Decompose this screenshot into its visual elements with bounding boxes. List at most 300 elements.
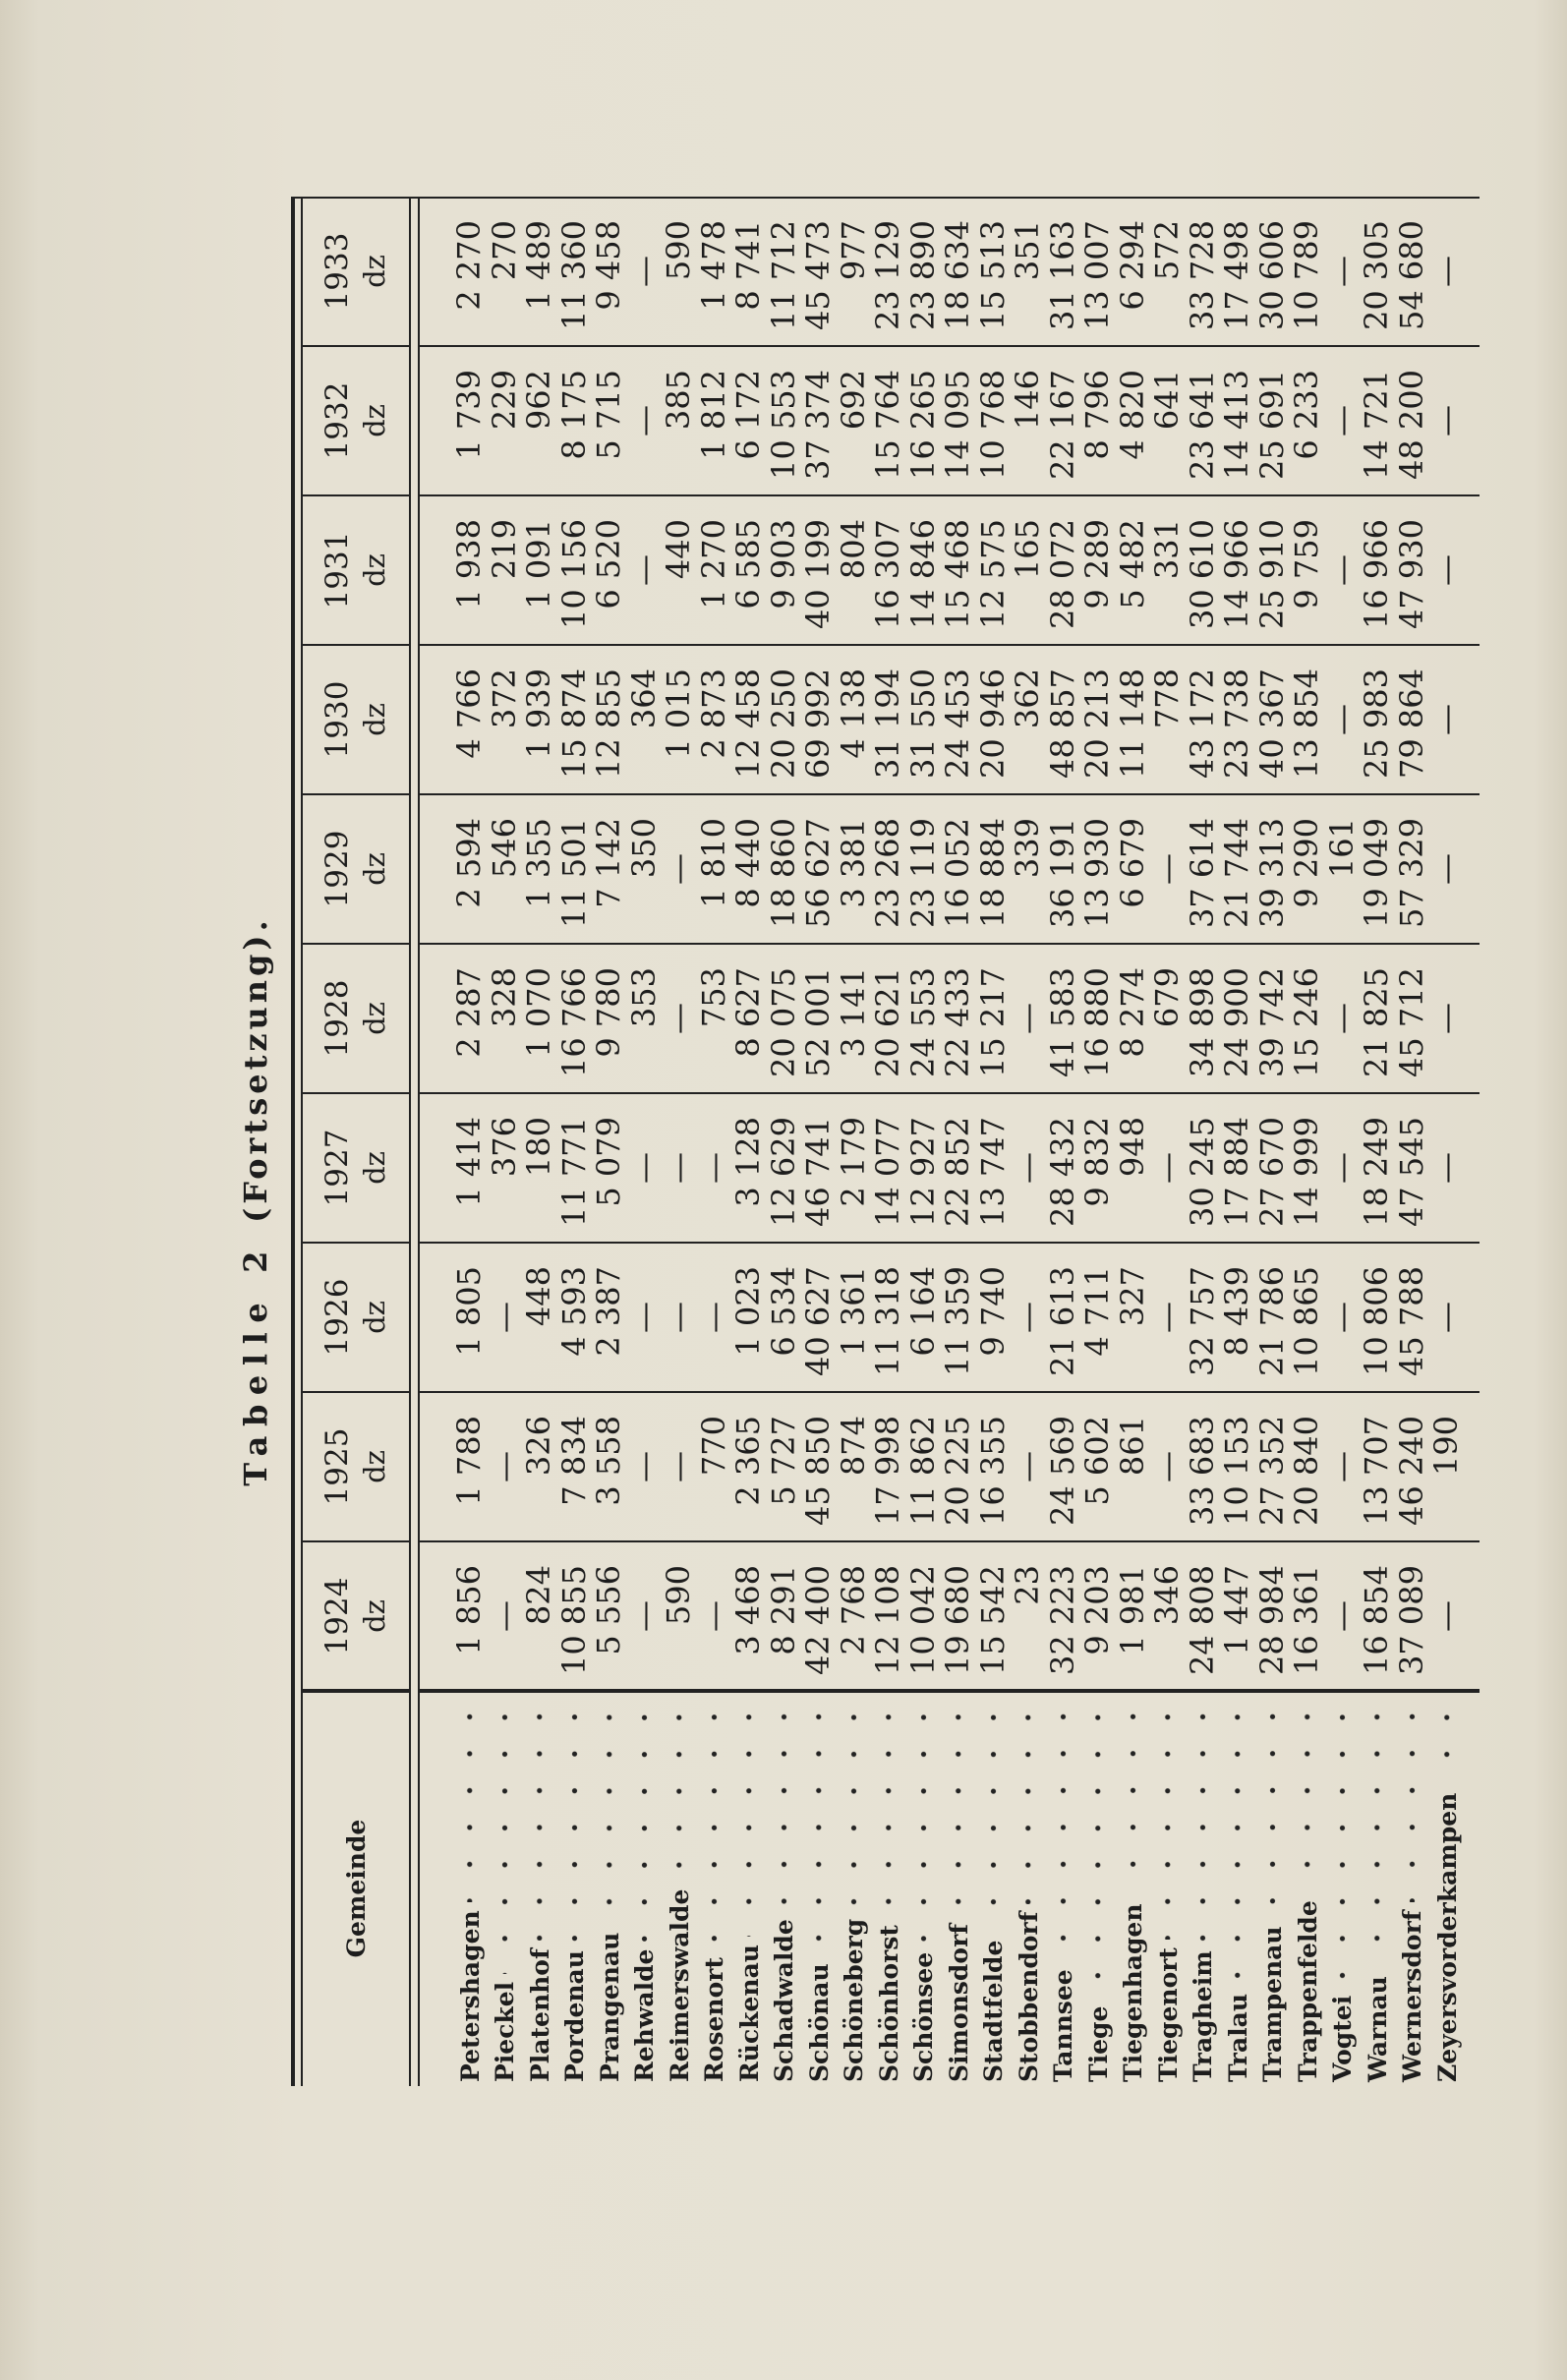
table-cell: 4 138: [834, 668, 872, 759]
table-cell: 30 610: [1183, 519, 1221, 629]
table-cell: 33 683: [1183, 1416, 1221, 1526]
table-cell: 12 108: [869, 1565, 907, 1675]
table-cell: —: [694, 1152, 732, 1184]
dot-leader: [1011, 1699, 1046, 1904]
table-cell: —: [1148, 1451, 1187, 1482]
gemeinde-name: Rehwalde: [630, 1948, 659, 2082]
table-cell: 778: [1148, 668, 1187, 729]
table-cell: 20 075: [764, 967, 802, 1077]
table-cell: —: [1322, 704, 1361, 735]
dot-leader: [1046, 1699, 1081, 1961]
table-cell: 45 473: [799, 220, 838, 330]
table-cell: 8 627: [729, 967, 768, 1058]
dot-leader: [1150, 1699, 1186, 1940]
table-cell: 326: [520, 1416, 558, 1477]
table-cell: 37 614: [1183, 818, 1221, 928]
table-row: [1150, 197, 1186, 2086]
table-cell: 13 007: [1078, 220, 1117, 330]
table-cell: 448: [520, 1266, 558, 1327]
table-cell: 590: [660, 220, 698, 281]
dot-leader: [488, 1699, 523, 1974]
table-cell: 12 575: [973, 519, 1012, 629]
column-unit: dz: [358, 1450, 391, 1483]
table-cell: 9 290: [1288, 818, 1326, 908]
table-cell: 8 175: [554, 370, 593, 460]
column-unit: dz: [358, 1151, 391, 1185]
table-cell: 15 542: [973, 1565, 1012, 1675]
table-cell: —: [1009, 1451, 1047, 1482]
table-title-label: Tabelle 2: [237, 1242, 274, 1486]
table-row: [941, 197, 976, 2086]
column-rule: [303, 345, 409, 347]
table-cell: 4 711: [1078, 1266, 1117, 1357]
table-row: [834, 197, 872, 2086]
table-cell: 24 553: [903, 967, 942, 1077]
gemeinde-cell: [906, 1699, 942, 2082]
column-year: 1925: [319, 1427, 355, 1506]
table-row: [592, 197, 627, 2086]
table-cell: 10 553: [764, 370, 802, 480]
table-row: [731, 197, 767, 2086]
table-cell: 11 360: [554, 220, 593, 330]
table-cell: 48 857: [1043, 668, 1081, 779]
table-cell: 229: [485, 370, 523, 431]
column-header-year: [303, 645, 409, 794]
table-cell: 22 852: [939, 1117, 977, 1227]
dot-leader: [1255, 1699, 1291, 1918]
table-cell: 15 513: [973, 220, 1012, 330]
dot-leader: [627, 1699, 663, 1942]
table-cell: 15 468: [939, 519, 977, 629]
table-row: [522, 197, 557, 2086]
gemeinde-name: Stobbendorf: [1014, 1911, 1043, 2082]
gemeinde-cell: [1395, 1699, 1430, 2082]
table-cell: 33 728: [1183, 220, 1221, 330]
table-cell: 24 808: [1183, 1565, 1221, 1675]
table-cell: 6 294: [1113, 220, 1151, 311]
table-cell: 948: [1113, 1117, 1151, 1178]
gemeinde-cell: [1116, 1699, 1151, 2082]
table-cell: 9 759: [1288, 519, 1326, 610]
table-cell: 8 291: [764, 1565, 802, 1655]
table-cell: —: [660, 1451, 698, 1482]
table-cell: 23 890: [903, 220, 942, 330]
table-cell: 32 223: [1043, 1565, 1081, 1675]
table-cell: 11 318: [869, 1266, 907, 1376]
gemeinde-cell: [488, 1699, 523, 2082]
table-cell: 546: [485, 818, 523, 879]
table-row: [452, 197, 488, 2086]
gemeinde-cell: [1360, 1699, 1395, 2082]
table-cell: 20 946: [973, 668, 1012, 779]
column-unit: dz: [358, 1002, 391, 1035]
table-cell: 1 788: [450, 1416, 489, 1506]
table-cell: 180: [520, 1117, 558, 1178]
table-cell: 27 352: [1252, 1416, 1291, 1526]
table-cell: 28 072: [1043, 519, 1081, 629]
column-header-year: [303, 1392, 409, 1541]
table-cell: 4 593: [554, 1266, 593, 1357]
table-cell: 6 679: [1113, 818, 1151, 908]
dot-leader: [801, 1699, 837, 1955]
table-cell: 45 850: [799, 1416, 838, 1526]
table-cell: 45 788: [1392, 1266, 1430, 1376]
column-header-year: [303, 794, 409, 944]
table-cell: 18 634: [939, 220, 977, 330]
table-cell: 1 739: [450, 370, 489, 460]
table-cell: 590: [660, 1565, 698, 1626]
gemeinde-name: Tiegenort: [1153, 1947, 1183, 2082]
column-header-year: [303, 197, 409, 346]
gemeinde-cell: [837, 1699, 872, 2082]
table-cell: 10 042: [903, 1565, 942, 1675]
column-rule: [303, 644, 409, 646]
column-header-year: [303, 944, 409, 1093]
header-bottom-rule: [418, 197, 420, 2086]
table-cell: 8 741: [729, 220, 768, 311]
table-cell: 1 810: [694, 818, 732, 908]
table-row: [1252, 197, 1291, 2086]
gemeinde-name: Reimerswalde: [665, 1888, 694, 2082]
table-cell: 21 744: [1218, 818, 1256, 928]
table-cell: 372: [485, 668, 523, 729]
table-cell: —: [1427, 1003, 1466, 1034]
table-cell: —: [624, 1451, 663, 1482]
column-unit: dz: [358, 1599, 391, 1633]
table-cell: —: [694, 1600, 732, 1632]
table-cell: 376: [485, 1117, 523, 1178]
table-cell: 1 414: [450, 1117, 489, 1207]
table-cell: 28 432: [1043, 1117, 1081, 1227]
table-cell: —: [1427, 405, 1466, 436]
table-cell: 331: [1148, 519, 1187, 580]
column-year: 1924: [319, 1577, 355, 1655]
gemeinde-cell: [697, 1699, 732, 2082]
table-cell: 19 680: [939, 1565, 977, 1675]
dot-leader: [837, 1699, 872, 1911]
table-cell: 20 621: [869, 967, 907, 1077]
table-cell: —: [660, 1003, 698, 1034]
dot-leader: [452, 1699, 488, 1902]
gemeinde-cell: [557, 1699, 593, 2082]
table-cell: 3 468: [729, 1565, 768, 1655]
gemeinde-cell: [662, 1699, 697, 2082]
dot-leader: [1429, 1699, 1465, 1785]
table-row: [1322, 197, 1361, 2086]
table-cell: 327: [1113, 1266, 1151, 1327]
table-cell: 27 670: [1252, 1117, 1291, 1227]
dot-leader: [767, 1699, 802, 1911]
table-cell: 39 313: [1252, 818, 1291, 928]
gemeinde-cell: [1011, 1699, 1046, 2082]
table-cell: 34 898: [1183, 967, 1221, 1077]
table-cell: 4 820: [1113, 370, 1151, 460]
table-cell: 20 250: [764, 668, 802, 779]
column-year: 1930: [319, 680, 355, 759]
table-cell: 1 361: [834, 1266, 872, 1357]
gemeinde-name: Platenhof: [525, 1948, 554, 2082]
table-cell: 22 433: [939, 967, 977, 1077]
column-rule: [303, 793, 409, 795]
table-cell: 16 880: [1078, 967, 1117, 1077]
table-cell: 10 768: [973, 370, 1012, 480]
table-cell: —: [624, 1600, 663, 1632]
table-cell: 146: [1009, 370, 1047, 431]
table-cell: 14 846: [903, 519, 942, 629]
table-cell: 190: [1427, 1416, 1466, 1477]
table-cell: 692: [834, 370, 872, 431]
table-cell: 52 001: [799, 967, 838, 1077]
table-row: [1360, 197, 1395, 2086]
gemeinde-cell: [1046, 1699, 1081, 2082]
column-header-label: Gemeinde: [341, 1819, 371, 1958]
table-cell: —: [1322, 1302, 1361, 1333]
table-cell: 1 447: [1218, 1565, 1256, 1655]
table-cell: 23 119: [903, 818, 942, 928]
table-cell: 350: [624, 818, 663, 879]
table-cell: 12 629: [764, 1117, 802, 1227]
table-cell: —: [1427, 853, 1466, 885]
gemeinde-cell: [1150, 1699, 1186, 2082]
table-cell: —: [624, 554, 663, 586]
table-cell: 5 715: [590, 370, 628, 460]
table-cell: 16 966: [1358, 519, 1396, 629]
table-cell: 824: [520, 1565, 558, 1626]
table-cell: —: [624, 1152, 663, 1184]
dot-leader: [906, 1699, 942, 1945]
table-cell: 23 641: [1183, 370, 1221, 480]
column-unit: dz: [358, 1301, 391, 1334]
table-cell: 48 200: [1392, 370, 1430, 480]
table-cell: 57 329: [1392, 818, 1430, 928]
column-rule: [303, 1242, 409, 1244]
column-year: 1928: [319, 979, 355, 1058]
column-unit: dz: [358, 553, 391, 587]
gemeinde-cell: [767, 1699, 802, 2082]
table-row: [1011, 197, 1046, 2086]
table-cell: 9 203: [1078, 1565, 1117, 1655]
table-cell: 10 806: [1358, 1266, 1396, 1376]
gemeinde-cell: [871, 1699, 906, 2082]
gemeinde-name: Schönau: [804, 1963, 834, 2082]
table-cell: 8 439: [1218, 1266, 1256, 1357]
gemeinde-name: Rückenau: [734, 1945, 764, 2082]
table-cell: 351: [1009, 220, 1047, 281]
dot-leader: [1220, 1699, 1255, 1986]
table-cell: 161: [1322, 818, 1361, 879]
table-cell: 15 246: [1288, 967, 1326, 1077]
table-cell: 346: [1148, 1565, 1187, 1626]
gemeinde-name: Trampenau: [1258, 1926, 1287, 2082]
table-cell: 40 199: [799, 519, 838, 629]
table-cell: 20 225: [939, 1416, 977, 1526]
table-cell: 12 927: [903, 1117, 942, 1227]
table-cell: —: [1427, 1152, 1466, 1184]
table-cell: 362: [1009, 668, 1047, 729]
table-cell: 16 355: [973, 1416, 1012, 1526]
table-cell: 874: [834, 1416, 872, 1477]
table-cell: 2 287: [450, 967, 489, 1058]
table-cell: 37 374: [799, 370, 838, 480]
table-cell: 804: [834, 519, 872, 580]
table-cell: 14 999: [1288, 1117, 1326, 1227]
table-row: [1080, 197, 1116, 2086]
table-cell: 11 712: [764, 220, 802, 330]
table-cell: 41 583: [1043, 967, 1081, 1077]
table-cell: 20 213: [1078, 668, 1117, 779]
table-cell: 339: [1009, 818, 1047, 879]
table-cell: —: [660, 1302, 698, 1333]
dot-leader: [592, 1699, 627, 1925]
table-cell: 46 741: [799, 1117, 838, 1227]
table-cell: 13 747: [973, 1117, 1012, 1227]
table-cell: 9 458: [590, 220, 628, 311]
table-cell: 1 023: [729, 1266, 768, 1357]
table-cell: 12 855: [590, 668, 628, 779]
table-cell: —: [1148, 853, 1187, 885]
table-cell: 21 786: [1252, 1266, 1291, 1376]
table-cell: —: [1322, 1152, 1361, 1184]
table-cell: 9 832: [1078, 1117, 1117, 1207]
table-row: [1220, 197, 1255, 2086]
table-cell: 5 556: [590, 1565, 628, 1655]
table-cell: —: [624, 1302, 663, 1333]
gemeinde-cell: [1255, 1699, 1291, 2082]
table-row: [1290, 197, 1325, 2086]
table-cell: 30 606: [1252, 220, 1291, 330]
table-row: [554, 197, 593, 2086]
table-cell: 31 550: [903, 668, 942, 779]
gemeinde-cell: [731, 1699, 767, 2082]
table-cell: 24 453: [939, 668, 977, 779]
table-cell: 17 998: [869, 1416, 907, 1526]
table-cell: 40 627: [799, 1266, 838, 1376]
rotated-table-block: [236, 197, 1484, 2086]
table-cell: —: [660, 1152, 698, 1184]
data-table: [236, 197, 1484, 2086]
table-cell: 962: [520, 370, 558, 431]
column-year: 1932: [319, 381, 355, 460]
table-cell: 56 627: [799, 818, 838, 928]
column-year: 1927: [319, 1129, 355, 1207]
gemeinde-cell: [522, 1699, 557, 2082]
table-cell: 15 217: [973, 967, 1012, 1077]
table-cell: 5 727: [764, 1416, 802, 1506]
gemeinde-cell: [1290, 1699, 1325, 2082]
table-cell: 79 864: [1392, 668, 1430, 779]
table-cell: —: [1427, 1302, 1466, 1333]
table-cell: —: [1322, 1003, 1361, 1034]
table-cell: 18 860: [764, 818, 802, 928]
table-cell: 28 984: [1252, 1565, 1291, 1675]
table-cell: 23 268: [869, 818, 907, 928]
table-cell: 14 077: [869, 1117, 907, 1227]
table-cell: 10 153: [1218, 1416, 1256, 1526]
table-cell: 31 163: [1043, 220, 1081, 330]
column-unit: dz: [358, 852, 391, 886]
dot-leader: [1325, 1699, 1361, 1988]
table-cell: 8 274: [1113, 967, 1151, 1058]
table-cell: 14 721: [1358, 370, 1396, 480]
table-cell: 21 613: [1043, 1266, 1081, 1376]
table-cell: 770: [694, 1416, 732, 1477]
column-year: 1926: [319, 1278, 355, 1357]
table-cell: 7 142: [590, 818, 628, 908]
table-cell: 10 156: [554, 519, 593, 629]
table-cell: —: [1322, 1600, 1361, 1632]
dot-leader: [697, 1699, 732, 1949]
table-cell: 30 245: [1183, 1117, 1221, 1227]
table-cell: 6 520: [590, 519, 628, 610]
gemeinde-cell: [627, 1699, 663, 2082]
table-row: [662, 197, 697, 2086]
gemeinde-name: Prangenau: [595, 1932, 624, 2082]
table-cell: 24 569: [1043, 1416, 1081, 1526]
table-cell: —: [1009, 1003, 1047, 1034]
table-cell: 8 796: [1078, 370, 1117, 460]
table-row: [1429, 197, 1465, 2086]
table-cell: 69 992: [799, 668, 838, 779]
table-cell: —: [1009, 1302, 1047, 1333]
gemeinde-cell: [452, 1699, 488, 2082]
gemeinde-name: Wernersdorf: [1398, 1910, 1426, 2082]
table-cell: 7 834: [554, 1416, 593, 1506]
table-cell: 5 602: [1078, 1416, 1117, 1506]
table-cell: 1 355: [520, 818, 558, 908]
column-unit: dz: [358, 255, 391, 288]
table-cell: —: [1148, 1302, 1187, 1333]
table-cell: —: [1427, 256, 1466, 287]
dot-leader: [1116, 1699, 1151, 1895]
column-rule: [303, 1540, 409, 1542]
gemeinde-name: Tannsee: [1049, 1969, 1077, 2082]
table-cell: 13 854: [1288, 668, 1326, 779]
table-cell: 16 052: [939, 818, 977, 928]
table-row: [973, 197, 1012, 2086]
table-cell: 753: [694, 967, 732, 1028]
dot-leader: [1395, 1699, 1430, 1902]
table-cell: —: [694, 1302, 732, 1333]
gemeinde-name: Pordenau: [560, 1950, 589, 2082]
table-cell: 25 983: [1358, 668, 1396, 779]
gemeinde-name: Stadtfelde: [979, 1940, 1008, 2082]
table-cell: 3 128: [729, 1117, 768, 1207]
table-cell: 10 865: [1288, 1266, 1326, 1376]
table-cell: 19 049: [1358, 818, 1396, 928]
table-cell: 10 855: [554, 1565, 593, 1675]
table-cell: —: [624, 405, 663, 436]
table-cell: 13 707: [1358, 1416, 1396, 1526]
table-row: [1183, 197, 1221, 2086]
table-cell: 2 594: [450, 818, 489, 908]
table-cell: 32 757: [1183, 1266, 1221, 1376]
table-cell: 1 856: [450, 1565, 489, 1655]
table-cell: 14 966: [1218, 519, 1256, 629]
table-cell: 14 095: [939, 370, 977, 480]
gemeinde-name: Vogtei: [1328, 1995, 1357, 2082]
table-cell: 1 270: [694, 519, 732, 610]
table-row: [624, 197, 663, 2086]
table-cell: 15 874: [554, 668, 593, 779]
gemeinde-cell: [1186, 1699, 1221, 2082]
table-cell: 46 240: [1392, 1416, 1430, 1526]
table-cell: 2 179: [834, 1117, 872, 1207]
gemeinde-name: Rosenort: [700, 1956, 728, 2082]
column-unit: dz: [358, 703, 391, 736]
table-cell: —: [1009, 1152, 1047, 1184]
table-cell: —: [1322, 405, 1361, 436]
table-cell: 1 489: [520, 220, 558, 311]
